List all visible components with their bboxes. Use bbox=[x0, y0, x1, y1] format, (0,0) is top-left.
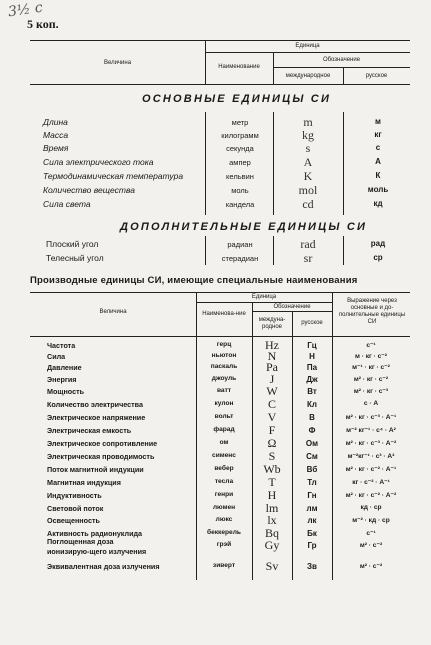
rus-symbol: рад bbox=[370, 239, 386, 248]
unit-name: кулон bbox=[214, 400, 234, 407]
rus-symbol: Гц bbox=[307, 341, 317, 350]
unit-name: кандела bbox=[225, 200, 255, 209]
si-expression: м⁻¹ · кг · с⁻² bbox=[352, 364, 390, 371]
unit-name: джоуль bbox=[211, 375, 237, 382]
intl-symbol: kg bbox=[302, 128, 314, 142]
rus-symbol: кг bbox=[374, 130, 382, 139]
quantity-name: Телесный угол bbox=[46, 253, 104, 263]
intl-symbol: T bbox=[268, 475, 276, 489]
quantity-name: Электрическая емкость bbox=[47, 426, 132, 435]
rus-symbol: Гр bbox=[307, 541, 317, 550]
rus-symbol: Вт bbox=[307, 387, 317, 396]
rule bbox=[30, 336, 410, 337]
rule bbox=[196, 302, 332, 303]
quantity-name: Электрическое напряжение bbox=[47, 413, 146, 422]
unit-name: грэй bbox=[216, 541, 232, 548]
rule bbox=[273, 67, 410, 68]
unit-name: люмен bbox=[212, 504, 236, 511]
rus-symbol: А bbox=[375, 157, 381, 166]
intl-symbol: H bbox=[267, 488, 277, 502]
intl-symbol: rad bbox=[300, 237, 316, 251]
unit-name: ампер bbox=[229, 158, 251, 167]
unit-name: сименс bbox=[212, 452, 236, 459]
si-expression: м² · с⁻² bbox=[359, 542, 383, 549]
intl-symbol: sr bbox=[303, 251, 313, 265]
intl-symbol: lx bbox=[267, 513, 277, 527]
quantity-name: Сила bbox=[47, 352, 66, 361]
rus-symbol: Ф bbox=[308, 426, 316, 435]
rus-symbol: Бк bbox=[307, 529, 317, 538]
si-expression: м² · кг · с⁻² bbox=[353, 376, 389, 383]
rus-symbol: Ом bbox=[305, 439, 319, 448]
si-expression: м² · кг · с⁻² · А⁻² bbox=[345, 492, 397, 499]
intl-symbol: A bbox=[303, 155, 313, 169]
intl-symbol: V bbox=[267, 410, 277, 424]
col2-international: междуна-родное bbox=[258, 317, 286, 330]
intl-symbol: S bbox=[268, 449, 276, 463]
price-label: 5 коп. bbox=[27, 17, 59, 31]
unit-name: вольт bbox=[214, 413, 234, 420]
col-russian: русское bbox=[365, 73, 388, 79]
si-expression: с · А bbox=[363, 400, 379, 407]
rule bbox=[30, 292, 410, 293]
quantity-name: Плоский угол bbox=[46, 239, 99, 249]
rus-symbol: См bbox=[306, 452, 318, 461]
intl-symbol: cd bbox=[302, 197, 314, 211]
quantity-name: Сила света bbox=[43, 199, 91, 209]
rule bbox=[343, 236, 344, 265]
si-expression: м² · с⁻² bbox=[359, 563, 383, 570]
quantity-name: Энергия bbox=[47, 375, 77, 384]
si-expression: с⁻¹ bbox=[366, 342, 376, 349]
unit-name: кельвин bbox=[226, 172, 254, 181]
intl-symbol: C bbox=[267, 397, 276, 411]
handwritten-note: 3½ с bbox=[7, 0, 44, 21]
rus-symbol: Гн bbox=[307, 491, 317, 500]
col2-name: Наименова-ние bbox=[202, 311, 246, 317]
section-title-base: ОСНОВНЫЕ ЕДИНИЦЫ СИ bbox=[142, 93, 332, 105]
rus-symbol: Н bbox=[309, 352, 315, 361]
unit-name: секунда bbox=[226, 144, 254, 153]
unit-name: генри bbox=[214, 491, 234, 498]
intl-symbol: Pa bbox=[266, 360, 278, 374]
quantity-name: Длина bbox=[43, 117, 68, 127]
rus-symbol: лк bbox=[307, 516, 317, 525]
quantity-name: Световой поток bbox=[47, 504, 104, 513]
quantity-name: Освещенность bbox=[47, 516, 100, 525]
rus-symbol: Дж bbox=[306, 375, 318, 384]
rus-symbol: В bbox=[309, 413, 315, 422]
quantity-name: Сила электрического тока bbox=[43, 157, 154, 167]
rus-symbol: Кл bbox=[307, 400, 317, 409]
unit-name: ватт bbox=[216, 387, 232, 394]
quantity-name: Давление bbox=[47, 363, 82, 372]
rule bbox=[30, 40, 410, 41]
quantity-name: Количество электричества bbox=[47, 400, 143, 409]
rus-symbol: Тл bbox=[307, 478, 317, 487]
col2-unit: Единица bbox=[251, 294, 277, 300]
unit-name: герц bbox=[216, 341, 232, 348]
rus-symbol: К bbox=[375, 171, 381, 180]
unit-name: люкс bbox=[215, 516, 233, 523]
rus-symbol: Зв bbox=[307, 562, 317, 571]
col-designation: Обозначение bbox=[322, 57, 361, 63]
intl-symbol: Ω bbox=[267, 436, 277, 450]
quantity-name: Частота bbox=[47, 341, 76, 350]
unit-name: метр bbox=[231, 118, 249, 127]
intl-symbol: Hz bbox=[265, 338, 279, 352]
quantity-name: Поглощенная доза ионизирую-щего излучения bbox=[47, 537, 147, 557]
rus-symbol: ср bbox=[373, 253, 383, 262]
unit-name: фарад bbox=[213, 426, 235, 433]
unit-name: килограмм bbox=[221, 131, 259, 140]
intl-symbol: Gy bbox=[264, 538, 280, 552]
si-expression: с⁻¹ bbox=[366, 530, 376, 537]
intl-symbol: W bbox=[266, 384, 278, 398]
intl-symbol: m bbox=[303, 115, 313, 129]
intl-symbol: Sv bbox=[265, 559, 279, 573]
rule bbox=[205, 52, 410, 53]
rus-symbol: м bbox=[375, 117, 381, 126]
quantity-name: Электрическая проводимость bbox=[47, 452, 155, 461]
intl-symbol: K bbox=[303, 169, 313, 183]
col2-quantity: Величина bbox=[99, 309, 127, 315]
quantity-name: Время bbox=[43, 143, 69, 153]
rus-symbol: Па bbox=[306, 363, 318, 372]
col2-russian: русское bbox=[301, 320, 323, 326]
unit-name: тесла bbox=[214, 478, 234, 485]
unit-name: радиан bbox=[227, 240, 253, 249]
intl-symbol: lm bbox=[265, 501, 279, 515]
intl-symbol: Wb bbox=[263, 462, 281, 476]
rus-symbol: Вб bbox=[306, 465, 318, 474]
si-expression: м⁻²кг⁻¹ · с³ · А² bbox=[347, 453, 395, 460]
unit-name: ньютон bbox=[211, 352, 237, 359]
col-unit: Единица bbox=[295, 43, 320, 49]
si-expression: м⁻² кг⁻¹ · с⁴ · А² bbox=[346, 427, 396, 434]
unit-name: стерадиан bbox=[221, 254, 259, 263]
rus-symbol: кд bbox=[373, 199, 383, 208]
intl-symbol: N bbox=[267, 349, 277, 363]
col-quantity: Величина bbox=[103, 60, 132, 66]
col2-expression: Выражение через основные и до-полнительные единицы СИ bbox=[338, 298, 406, 325]
rule bbox=[196, 292, 197, 580]
quantity-name: Мощность bbox=[47, 387, 85, 396]
unit-name: беккерель bbox=[207, 529, 241, 536]
quantity-name: Электрическое сопротивление bbox=[47, 439, 158, 448]
section-title-derived: Производные единицы СИ, имеющие специальные наименования bbox=[30, 275, 358, 286]
intl-symbol: s bbox=[305, 141, 311, 155]
intl-symbol: J bbox=[269, 372, 275, 386]
si-expression: м² · кг · с⁻³ · А⁻¹ bbox=[345, 414, 397, 421]
si-expression: м² · кг · с⁻³ · А⁻² bbox=[345, 440, 397, 447]
rule bbox=[343, 112, 344, 215]
section-title-additional: ДОПОЛНИТЕЛЬНЫЕ ЕДИНИЦЫ СИ bbox=[120, 221, 368, 233]
quantity-name: Поток магнитной индукции bbox=[47, 465, 144, 474]
rule bbox=[30, 84, 410, 85]
unit-name: зиверт bbox=[212, 562, 236, 569]
rus-symbol: с bbox=[375, 143, 381, 152]
quantity-name: Активность радионуклида bbox=[47, 529, 143, 538]
intl-symbol: Bq bbox=[264, 526, 279, 540]
quantity-name: Индуктивность bbox=[47, 491, 102, 500]
intl-symbol: mol bbox=[298, 183, 318, 197]
si-expression: м⁻² · кд · ср bbox=[352, 517, 390, 524]
unit-name: вебер bbox=[214, 465, 234, 472]
quantity-name: Термодинамическая температура bbox=[43, 171, 184, 181]
quantity-name: Эквивалентная доза излучения bbox=[47, 562, 160, 571]
si-expression: м² · кг · с⁻³ bbox=[353, 388, 389, 395]
intl-symbol: F bbox=[268, 423, 276, 437]
si-expression: кг · с⁻² · А⁻¹ bbox=[352, 479, 390, 486]
si-expression: м² · кг · с⁻² · А⁻¹ bbox=[345, 466, 397, 473]
unit-name: ом bbox=[219, 439, 229, 446]
quantity-name: Магнитная индукция bbox=[47, 478, 121, 487]
col2-designation: Обозначение bbox=[273, 304, 311, 310]
rus-symbol: моль bbox=[367, 185, 389, 194]
si-expression: кд · ср bbox=[360, 504, 382, 511]
col-name: Наименование bbox=[218, 64, 260, 70]
si-expression: м · кг · с⁻² bbox=[355, 353, 387, 360]
quantity-name: Масса bbox=[43, 130, 69, 140]
unit-name: моль bbox=[231, 186, 249, 195]
rus-symbol: лм bbox=[306, 504, 318, 513]
unit-name: паскаль bbox=[210, 363, 238, 370]
col-international: международное bbox=[285, 73, 331, 79]
quantity-name: Количество вещества bbox=[43, 185, 135, 195]
